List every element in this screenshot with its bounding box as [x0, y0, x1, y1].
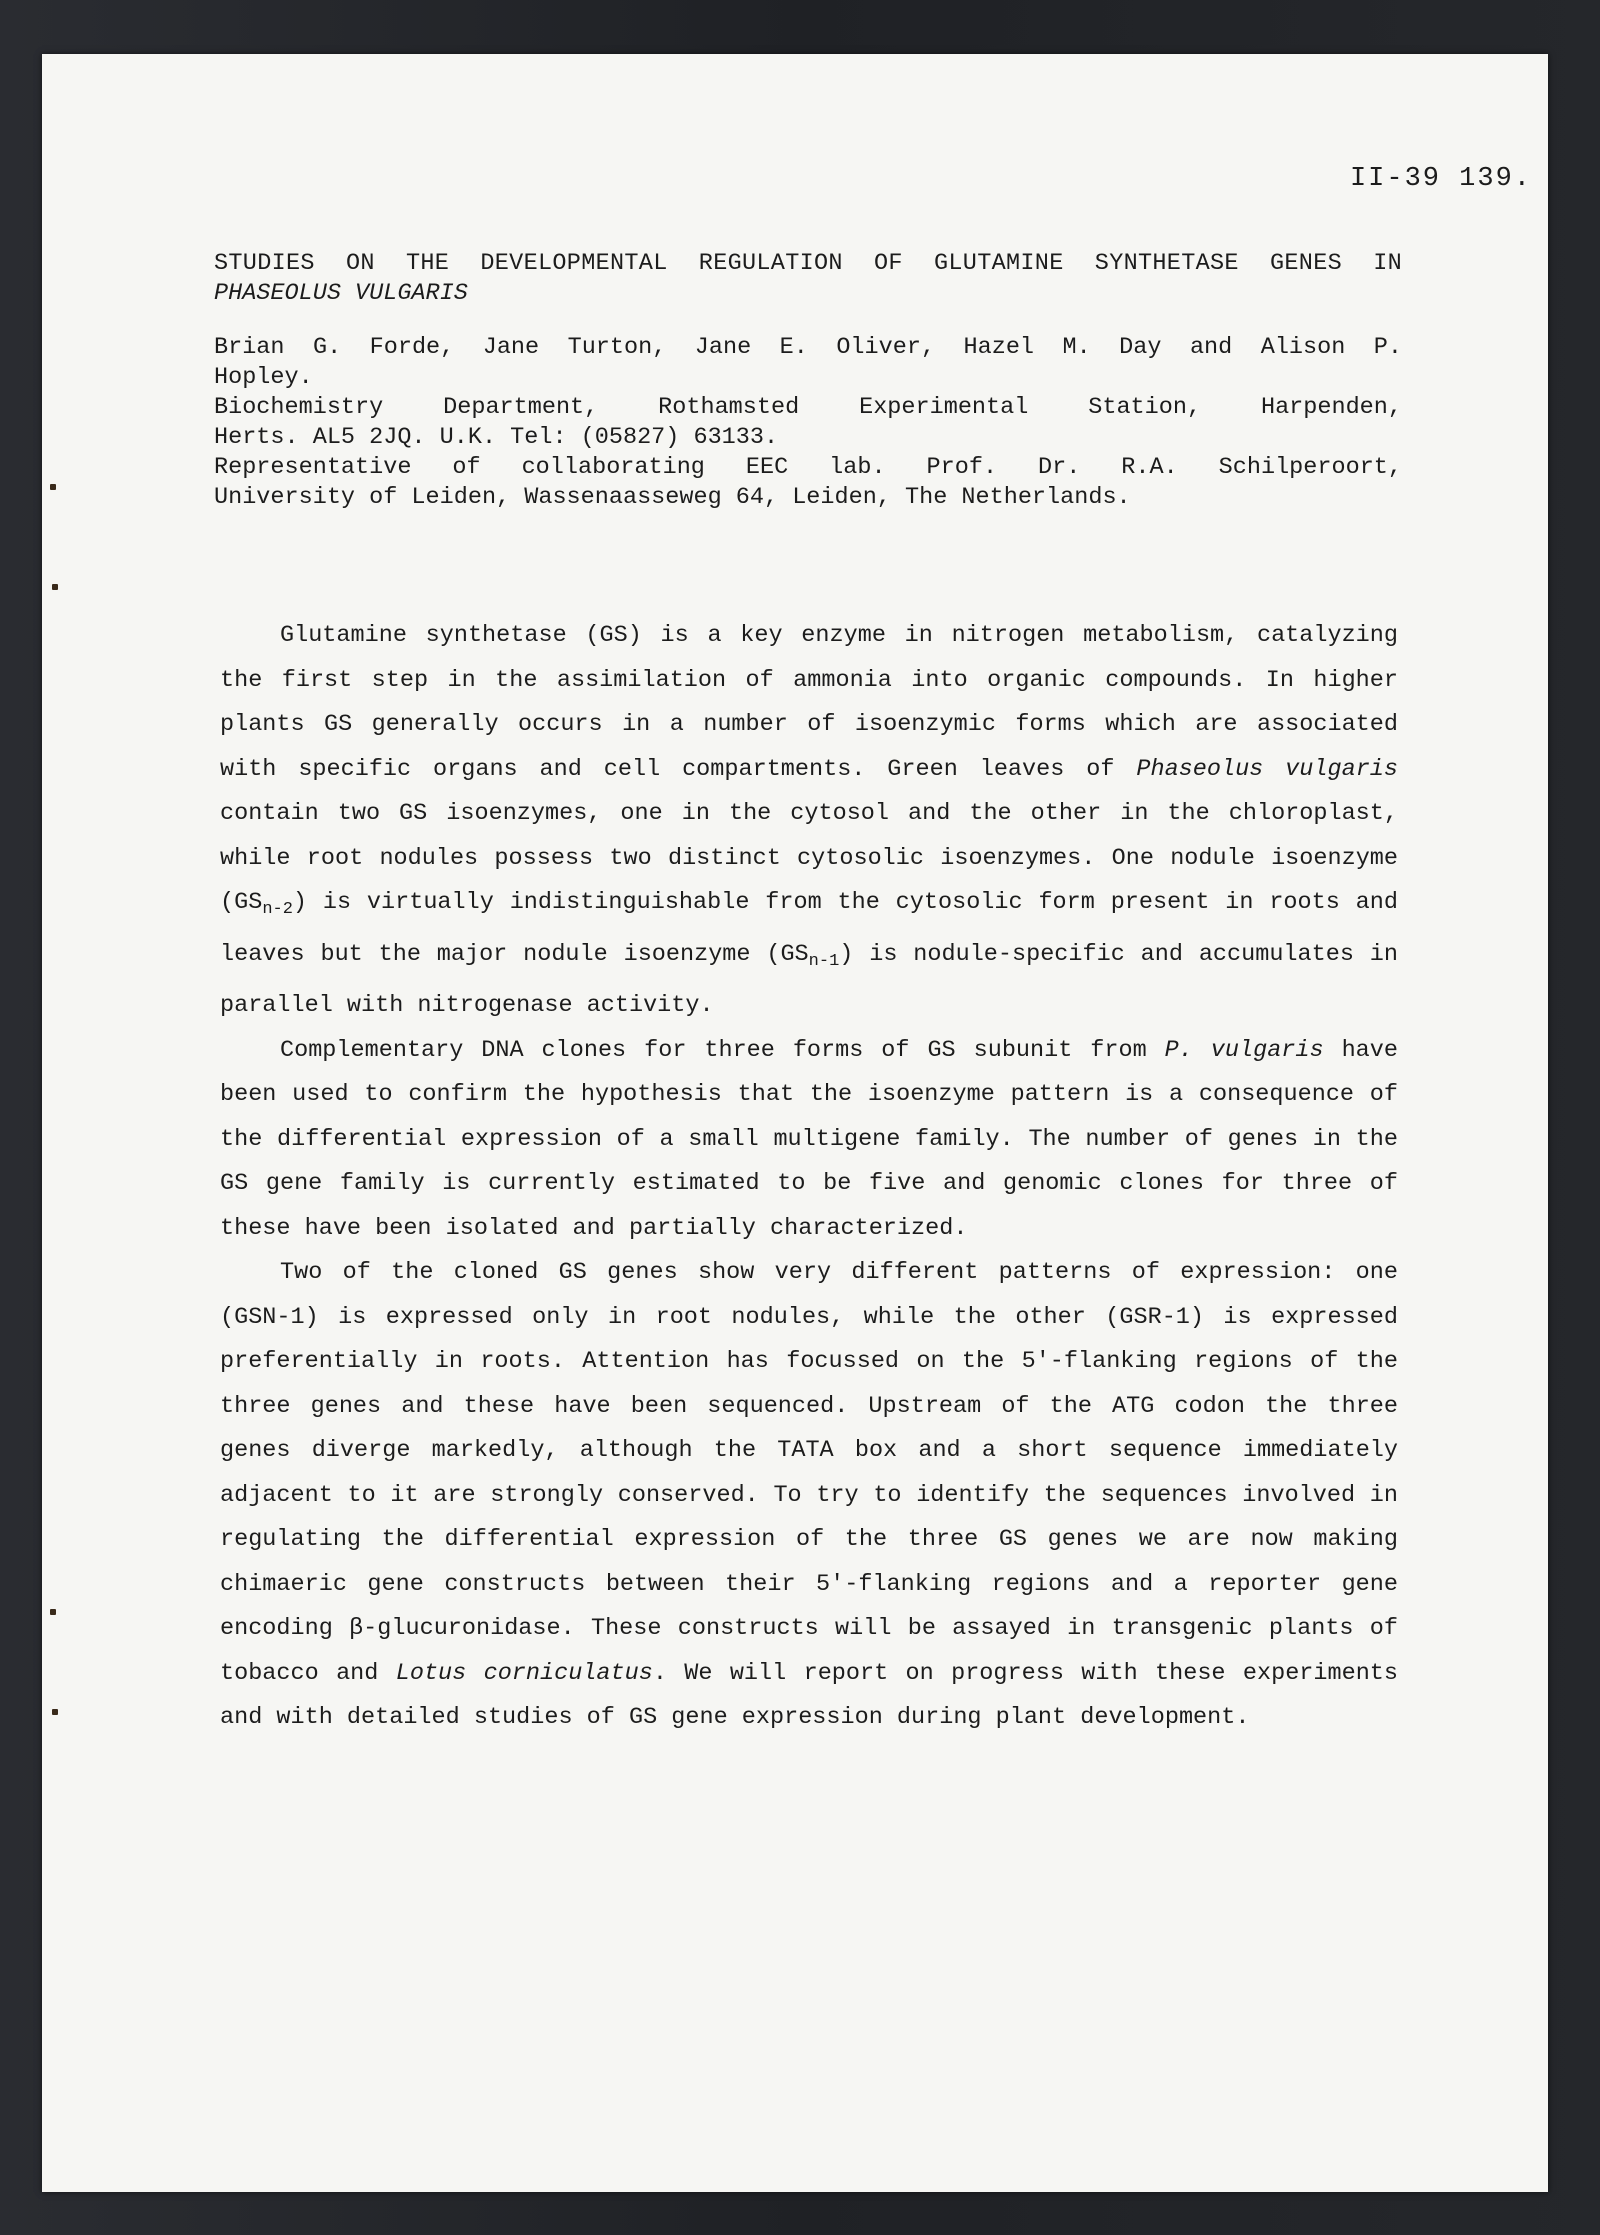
- paragraph-3-text: . We will report on progress with these experiments and with detailed studies of GS gene expression during plant development.: [220, 1659, 1399, 1731]
- affiliation-line-4: University of Leiden, Wassenaasseweg 64, Leiden, The Netherlands.: [214, 484, 1131, 511]
- subscript: n-1: [808, 951, 840, 971]
- affiliation-line-1: Biochemistry Department, Rothamsted Experimental Station, Harpenden,: [214, 394, 1402, 421]
- paragraph-2-text: Complementary DNA clones for three forms of GS subunit from: [280, 1036, 1165, 1064]
- authors-line-2: Hopley.: [214, 364, 313, 391]
- title-line-1: STUDIES ON THE DEVELOPMENTAL REGULATION OF GLUTAMINE SYNTHETASE GENES IN: [214, 250, 1402, 277]
- page-number: II-39 139.: [1349, 164, 1532, 194]
- header-block: [214, 249, 1402, 513]
- subscript: n-2: [262, 900, 293, 919]
- authors-line-1: Brian G. Forde, Jane Turton, Jane E. Oliver, Hazel M. Day and Alison P.: [214, 334, 1402, 361]
- affiliation-line-2: Herts. AL5 2JQ. U.K. Tel: (05827) 63133.: [214, 424, 779, 451]
- abstract-body: [220, 614, 1398, 1741]
- species-name: Phaseolus vulgaris: [1136, 755, 1399, 783]
- paragraph-2-text: have been used to confirm the hypothesis that the isoenzyme pattern is a consequence of the differential expression of a small multigene family. The number of genes in the GS gene family is currently estimated to be five and genomic clones for three of these have been isolated and partially characterized.: [220, 1036, 1398, 1242]
- title-species: PHASEOLUS VULGARIS: [214, 280, 468, 307]
- binder-mark: [52, 1709, 58, 1715]
- paragraph-1-text: Glutamine synthetase (GS) is a key enzyme in nitrogen metabolism, catalyzing the first step in the assimilation of ammonia into organic compounds. In higher plants GS generally occurs in a number of isoenzymic forms which are associated with specific organs and cell compartments. Green leaves of: [220, 622, 1398, 783]
- paragraph-3: [220, 1251, 1398, 1741]
- paragraph-1-text: ) is virtually indistinguishable from the cytosolic form present in roots and leaves but the major nodule isoenzyme (GS: [220, 889, 1398, 968]
- affiliation-line-3: Representative of collaborating EEC lab. Prof. Dr. R.A. Schilperoort,: [214, 454, 1402, 481]
- binder-mark: [50, 484, 56, 490]
- binder-mark: [52, 584, 58, 590]
- binder-mark: [50, 1609, 56, 1615]
- paragraph-3-text: Two of the cloned GS genes show very different patterns of expression: one (GSN-1) is expressed only in root nodules, while the other (GSR-1) is expressed preferentially in roots. Attention has focussed on the 5'-flanking regions of the three genes and these have been sequenced. Upstream of the ATG codon the three genes diverge markedly, although the TATA box and a short sequence immediately adjacent to it are strongly conserved. To try to identify the sequences involved in regulating the differential expression of the three GS genes we are now making chimaeric gene constructs between their 5'-flanking regions and a reporter gene encoding β-glucuronidase. These constructs will be assayed in transgenic plants of tobacco and: [220, 1259, 1398, 1687]
- species-name: Lotus corniculatus: [395, 1659, 653, 1687]
- paragraph-1-text: ) is nodule-specific and accumulates in parallel with nitrogenase activity.: [220, 940, 1398, 1019]
- paragraph-2: [220, 1029, 1398, 1252]
- paragraph-1-text: contain two GS isoenzymes, one in the cytosol and the other in the chloroplast, while root nodules possess two distinct cytosolic isoenzymes. One nodule isoenzyme (GS: [220, 800, 1398, 916]
- species-name: P. vulgaris: [1164, 1036, 1324, 1064]
- paragraph-1: [220, 614, 1398, 1029]
- document-page: [42, 54, 1548, 2192]
